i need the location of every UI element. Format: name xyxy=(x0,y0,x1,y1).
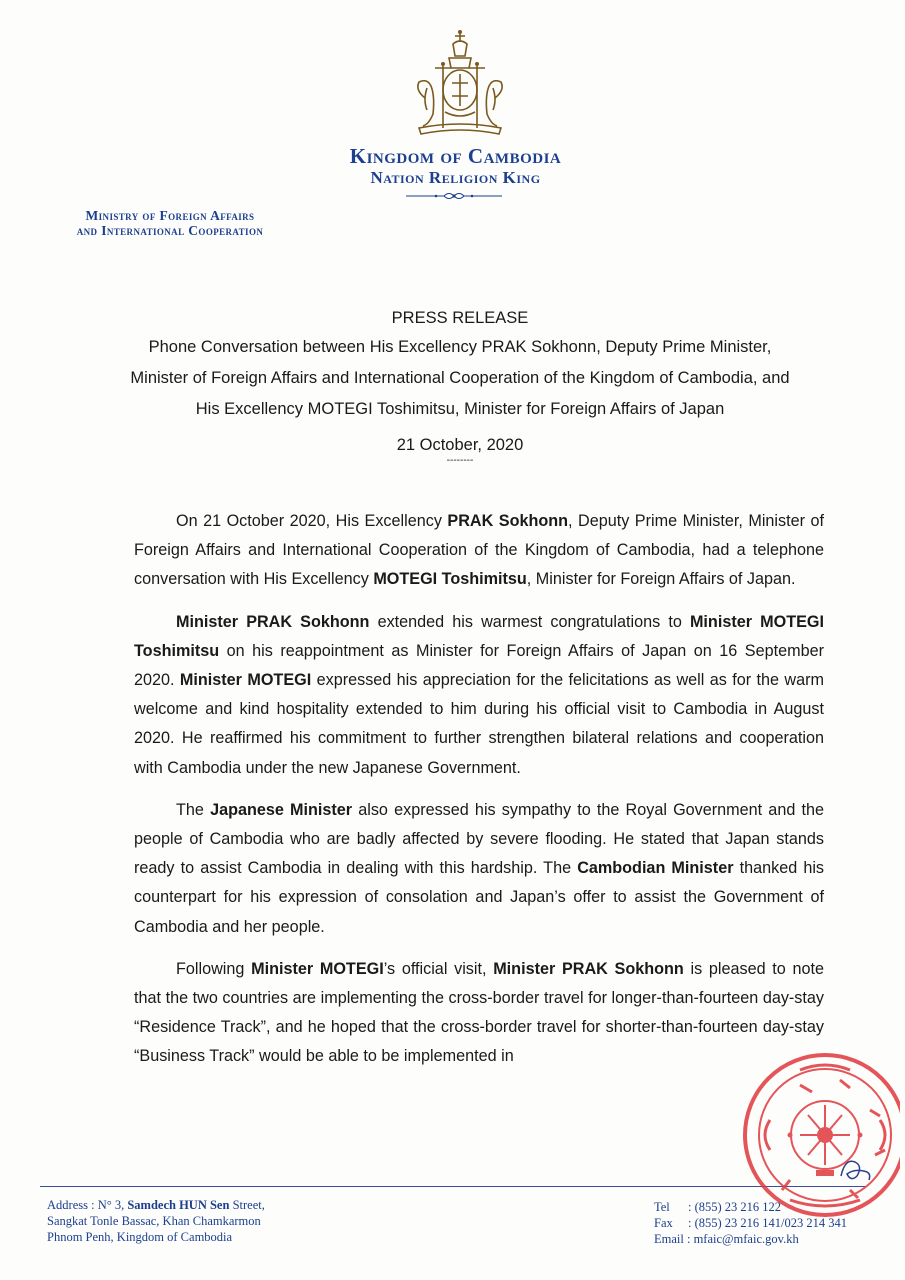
title-separator: -------- xyxy=(446,455,474,466)
name-emphasis: Minister PRAK Sokhonn xyxy=(493,959,684,978)
name-emphasis: PRAK Sokhonn xyxy=(447,512,569,530)
email-label: Email xyxy=(654,1232,684,1246)
subject-line-1: Phone Conversation between His Excellency PRAK Sokhonn, Deputy Prime Minister, xyxy=(148,338,772,356)
text-run: expressed his appreciation for the felicitations as well as for the warm welcome and kind hospitality extended to him during his official visit to Cambodia in August 2020. He reaffirmed his commitment to further strengthen bilateral relations and cooperation with Cambodia under the new Japanese Government. xyxy=(134,671,824,777)
subject-line-2: Minister of Foreign Affairs and International Cooperation of the Kingdom of Cambodia, and xyxy=(130,369,790,387)
name-emphasis: Japanese Minister xyxy=(210,800,353,819)
paragraph-3 xyxy=(134,796,824,942)
ministry-line-1: Ministry of Foreign Affairs xyxy=(85,208,255,223)
press-release-heading: PRESS RELEASE xyxy=(391,309,529,327)
text-run: , Deputy Prime Minister, Minister of Foreign Affairs and International Cooperation of the Kingdom of Cambodia, had a telephone conversation with His Excellency xyxy=(134,512,824,589)
fax-label: Fax xyxy=(654,1216,673,1230)
text-run: Following xyxy=(176,959,252,978)
name-emphasis: MOTEGI Toshimitsu xyxy=(373,570,527,589)
fax-value: : (855) 23 216 141/023 214 341 xyxy=(688,1216,848,1230)
address-street-suffix: Street, xyxy=(229,1198,265,1212)
text-run: on his reappointment as Minister for Foreign Affairs of Japan on 16 September 2020. xyxy=(134,641,824,690)
ornament-divider-icon xyxy=(404,190,504,202)
name-emphasis: Minister MOTEGI xyxy=(251,959,384,978)
text-run: also expressed his sympathy to the Royal Government and the people of Cambodia who are badly affected by severe flooding. He stated that Japan stands ready to assist Cambodia in dealing with this hardship. The xyxy=(134,800,824,878)
email-value: : mfaic@mfaic.gov.kh xyxy=(686,1232,799,1246)
text-run: thanked his counterpart for his expression of consolation and Japan’s offer to assist the Government of Cambodia and her people. xyxy=(134,859,825,936)
kingdom-heading xyxy=(0,145,905,188)
paragraph-4 xyxy=(134,955,824,1072)
press-release-title xyxy=(60,307,860,466)
text-run: On 21 October 2020, His Excellency xyxy=(176,512,448,530)
address-line-2: Sangkat Tonle Bassac, Khan Chamkarmon xyxy=(47,1214,261,1228)
paragraph-1 xyxy=(134,507,824,595)
press-release-body xyxy=(134,507,824,1085)
ministry-heading xyxy=(40,208,300,238)
official-seal-stamp-icon xyxy=(730,1030,900,1245)
tel-value: : (855) 23 216 122 xyxy=(688,1200,782,1214)
text-run: extended his warmest congratulations to xyxy=(369,612,690,631)
name-emphasis: Cambodian Minister xyxy=(577,859,734,878)
royal-emblem-icon xyxy=(405,28,515,143)
national-motto: Nation Religion King xyxy=(370,168,541,187)
text-run: ’s official visit, xyxy=(383,959,494,978)
ministry-line-2: and International Cooperation xyxy=(76,223,264,238)
kingdom-name: Kingdom of Cambodia xyxy=(349,144,562,168)
text-run: The xyxy=(176,800,211,819)
name-emphasis: Minister MOTEGI xyxy=(179,671,312,690)
name-emphasis: Minister MOTEGI Toshimitsu xyxy=(134,612,824,660)
footer-address xyxy=(47,1197,265,1245)
subject-line xyxy=(60,332,860,425)
address-line-1 xyxy=(47,1197,265,1213)
release-date: 21 October, 2020 xyxy=(396,436,524,454)
text-run: is pleased to note that the two countries are implementing the cross-border travel for longer-than-fourteen day-stay “Residence Track”, and he hoped that the cross-border travel for shorter-than-fourteen day-stay “Business Track” would be able to be implemented in xyxy=(134,959,824,1066)
name-emphasis: Minister PRAK Sokhonn xyxy=(176,612,370,631)
tel-label: Tel xyxy=(654,1200,670,1214)
address-line-3: Phnom Penh, Kingdom of Cambodia xyxy=(47,1230,233,1244)
text-run: , Minister for Foreign Affairs of Japan. xyxy=(526,570,796,589)
paragraph-2 xyxy=(134,608,824,783)
signature-icon xyxy=(835,1148,875,1188)
address-street-name: Samdech HUN Sen xyxy=(127,1198,230,1212)
address-label: Address : N° 3, xyxy=(47,1198,128,1212)
subject-line-3: His Excellency MOTEGI Toshimitsu, Minister for Foreign Affairs of Japan xyxy=(195,400,725,418)
